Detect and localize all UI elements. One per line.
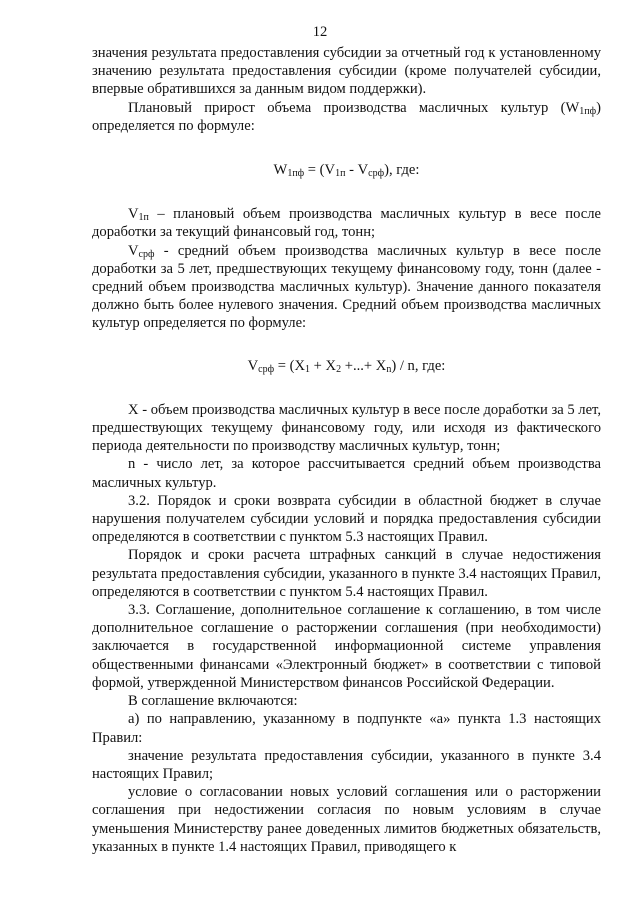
paragraph-new-conditions: условие о согласовании новых условий соглашения или о расторжении соглашения при недостижении согласия по новым условиям в случае уменьшения Министерству ранее доведенных лимитов бюджетных обязательств, указанных в пункте 1.4 настоящих Правил, приводящего к [92,784,601,855]
paragraph-vsrf-definition: $V_{срф}$ - средний объем производства масличных культур в весе после доработки за 5 лет, предшествующих текущему финансовому году, тонн (далее - средний объем производства масличных культур). Значение данного показателя должно быть более нулевого значения. Средний объем производства масличных культур определяется по формуле: [92,242,601,332]
paragraph-3-3: 3.3. Соглашение, дополнительное соглашение к соглашению, в том числе дополнительное соглашение о расторжении соглашения (при необходимости) заключается в государственной информационной системе управления общественными финансами «Электронный бюджет» в соответствии с типовой формой, утвержденной Министерством финансов Российской Федерации. [92,602,601,691]
page-number: 12 [312,24,328,40]
paragraph-agreement-includes: В соглашение включаются: [128,693,298,710]
formula-w1pf: $W_{1пф} = (V_{1п} - V_{срф})$, где: [273,162,420,180]
paragraph-3-2: 3.2. Порядок и сроки возврата субсидии в областной бюджет в случае нарушения получателем субсидии условий и порядка предоставления субсидии определяются в соответствии с пунктом 5.3 настоящих Правил. [92,492,601,546]
paragraph-penalties: Порядок и сроки расчета штрафных санкций в случае недостижения результата предоставления субсидии, указанного в пункте 3.4 настоящих Правил, определяются в соответствии с пунктом 5.4 настоящих Правил. [92,547,601,600]
paragraph-item-a: а) по направлению, указанному в подпункте «а» пункта 1.3 настоящих Правил: [92,711,601,746]
paragraph-continuation: значения результата предоставления субсидии за отчетный год к установленному значению результата предоставления субсидии (кроме получателей субсидии, впервые обратившихся за данным видом поддержки). [92,45,601,98]
formula-vsrf: $V_{срф} = (X_1 + X_2$ +...+ $X_n$) / n, где: [247,357,446,375]
paragraph-x-definition: X - объем производства масличных культур в весе после доработки за 5 лет, предшествующих текущему финансовому году, или исходя из фактического периода деятельности по производству масличных культур, тонн; [92,401,601,455]
paragraph-v1p-definition: $V_{1п}$ – плановый объем производства масличных культур в весе после доработки за текущий финансовый год, тонн; [92,206,601,241]
paragraph-n-definition: n - число лет, за которое рассчитывается средний объем производства масличных культур. [92,456,601,491]
paragraph-result-value: значение результата предоставления субсидии, указанного в пункте 3.4 настоящих Правил; [92,747,601,782]
paragraph-planned-growth: Плановый прирост объема производства масличных культур $(W_{1пф})$ определяется по формуле: [92,99,601,134]
document-body [92,44,601,856]
